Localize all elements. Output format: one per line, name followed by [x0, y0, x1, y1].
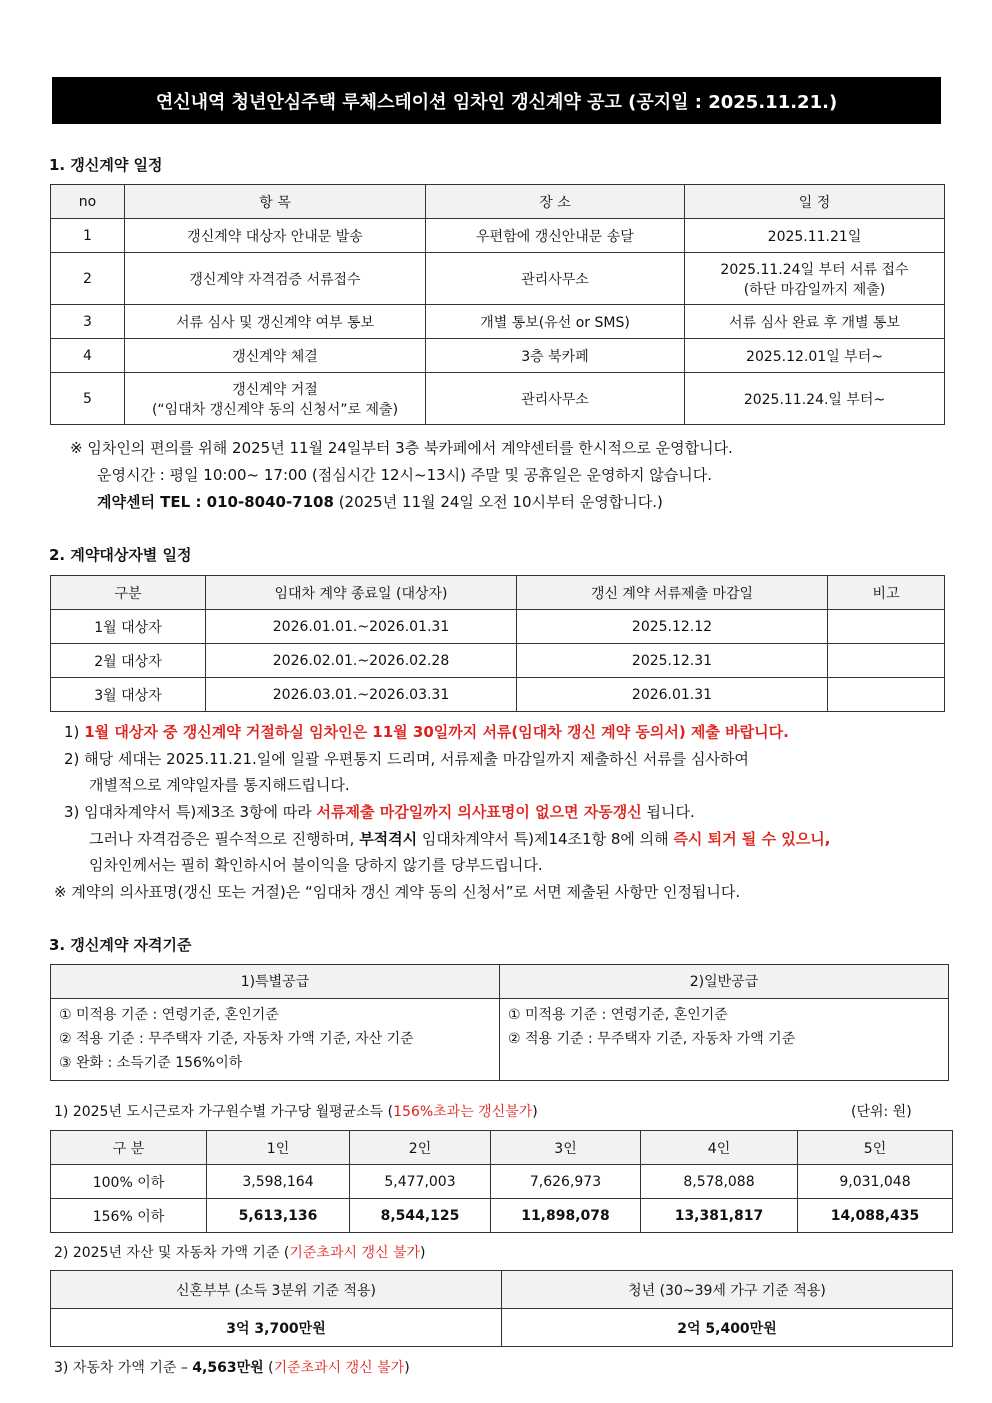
cell: 관리사무소 — [426, 253, 685, 305]
cell: 갱신계약 체결 — [125, 339, 426, 373]
cell-line: 2025.11.24일 부터 서류 접수 — [720, 261, 909, 278]
cell: 1월 대상자 — [51, 610, 206, 644]
cell: 14,088,435 — [798, 1199, 953, 1233]
note-bold: 부적격시 — [359, 830, 418, 848]
asset-table — [50, 1270, 953, 1347]
cell: 2026.01.01.~2026.01.31 — [206, 610, 517, 644]
car-caption — [54, 1357, 410, 1377]
asset-caption — [54, 1242, 425, 1262]
caption-text: ) — [532, 1104, 538, 1120]
table-row — [51, 339, 945, 373]
col-no: no — [51, 185, 125, 219]
note-text: 3) 임대차계약서 특)제3조 3항에 따라 — [64, 803, 317, 821]
note-line — [64, 721, 789, 742]
general-supply-criteria — [500, 999, 949, 1081]
col-remark: 비고 — [828, 576, 945, 610]
col-5p: 5인 — [798, 1131, 953, 1165]
caption-emphasis: 기준초과시 갱신 불가 — [289, 1245, 420, 1261]
table-row — [51, 678, 945, 712]
note-text: (2025년 11월 24일 오전 10시부터 운영합니다.) — [333, 493, 663, 511]
note-text: 그러나 자격검증은 필수적으로 진행하며, — [89, 830, 360, 848]
cell: 2025.11.21일 — [685, 219, 945, 253]
cell — [125, 373, 426, 425]
special-supply-header: 1)특별공급 — [51, 965, 500, 999]
cell: 1 — [51, 219, 125, 253]
cell: 100% 이하 — [51, 1165, 207, 1199]
cell: 5,477,003 — [350, 1165, 491, 1199]
table-row — [51, 1165, 953, 1199]
note-line — [97, 491, 663, 512]
target-table — [50, 575, 945, 712]
section3-heading: 3. 갱신계약 자격기준 — [49, 936, 192, 954]
note-line: 개별적으로 계약일자를 통지해드립니다. — [89, 776, 350, 794]
income-table — [50, 1130, 953, 1233]
note-text: 임대차계약서 특)제14조1항 8에 의해 — [417, 830, 674, 848]
col-newlywed: 신혼부부 (소득 3분위 기준 적용) — [51, 1271, 502, 1309]
col-4p: 4인 — [641, 1131, 798, 1165]
table-row — [51, 644, 945, 678]
col-place: 장 소 — [426, 185, 685, 219]
note-line: 운영시간 : 평일 10:00~ 17:00 (점심시간 12시~13시) 주말 및 공휴일은 운영하지 않습니다. — [97, 466, 712, 484]
caption-text: 2) 2025년 자산 및 자동차 가액 기준 ( — [54, 1245, 290, 1261]
note-line: ※ 임차인의 편의를 위해 2025년 11월 24일부터 3층 북카페에서 계약센터를 한시적으로 운영합니다. — [70, 439, 733, 457]
cell: 8,578,088 — [641, 1165, 798, 1199]
cell: 2 — [51, 253, 125, 305]
col-item: 항 목 — [125, 185, 426, 219]
cell — [828, 678, 945, 712]
caption-emphasis: 기준초과시 갱신 불가 — [273, 1360, 405, 1376]
caption-text: 1) 2025년 도시근로자 가구원수별 가구당 월평균소득 ( — [54, 1104, 394, 1120]
cell: 2025.11.24.일 부터~ — [685, 373, 945, 425]
cell: 서류 심사 및 갱신계약 여부 통보 — [125, 305, 426, 339]
caption-text: 3) 자동차 가액 기준 – — [54, 1360, 193, 1376]
col-type: 구분 — [51, 576, 206, 610]
note-line — [64, 801, 695, 822]
cell: 3 — [51, 305, 125, 339]
general-supply-header: 2)일반공급 — [500, 965, 949, 999]
cell: 관리사무소 — [426, 373, 685, 425]
table-row — [51, 610, 945, 644]
section2-heading: 2. 계약대상자별 일정 — [49, 546, 192, 564]
table-row — [51, 1199, 953, 1233]
cell — [685, 253, 945, 305]
page-title: 연신내역 청년안심주택 루체스테이션 임차인 갱신계약 공고 (공지일 : 2025.11.21.) — [52, 77, 941, 124]
cell-line: (하단 마감일까지 제출) — [743, 281, 886, 298]
criteria-item: ③ 완화 : 소득기준 156%이하 — [59, 1055, 243, 1071]
cell: 2억 5,400만원 — [502, 1309, 953, 1347]
cell: 2025.12.31 — [517, 644, 828, 678]
cell: 2025.12.12 — [517, 610, 828, 644]
cell: 4 — [51, 339, 125, 373]
cell: 3층 북카페 — [426, 339, 685, 373]
cell-line: 갱신계약 거절 — [232, 381, 318, 398]
cell: 서류 심사 완료 후 개별 통보 — [685, 305, 945, 339]
cell: 갱신계약 대상자 안내문 발송 — [125, 219, 426, 253]
cell: 2026.02.01.~2026.02.28 — [206, 644, 517, 678]
table-row — [51, 253, 945, 305]
unit-label: (단위: 원) — [851, 1104, 912, 1120]
section1-heading: 1. 갱신계약 일정 — [49, 156, 163, 174]
cell — [828, 610, 945, 644]
schedule-table — [50, 184, 945, 425]
cell: 8,544,125 — [350, 1199, 491, 1233]
qualification-table — [50, 964, 949, 1081]
cell: 3,598,164 — [207, 1165, 350, 1199]
caption-text: ) — [404, 1360, 410, 1376]
cell: 3월 대상자 — [51, 678, 206, 712]
note-text: 됩니다. — [641, 803, 695, 821]
cell: 2025.12.01일 부터~ — [685, 339, 945, 373]
cell: 11,898,078 — [491, 1199, 641, 1233]
cell: 우편함에 갱신안내문 송달 — [426, 219, 685, 253]
cell: 5 — [51, 373, 125, 425]
note-emphasis: 서류제출 마감일까지 의사표명이 없으면 자동갱신 — [316, 803, 642, 821]
cell-line: (“임대차 갱신계약 동의 신청서”로 제출) — [151, 401, 399, 418]
col-date: 일 정 — [685, 185, 945, 219]
col-deadline: 갱신 계약 서류제출 마감일 — [517, 576, 828, 610]
caption-emphasis: 156%초과는 갱신불가 — [393, 1104, 533, 1120]
table-row — [51, 219, 945, 253]
cell: 156% 이하 — [51, 1199, 207, 1233]
col-end-date: 임대차 계약 종료일 (대상자) — [206, 576, 517, 610]
criteria-item: ① 미적용 기준 : 연령기준, 혼인기준 — [508, 1007, 728, 1023]
col-youth: 청년 (30~39세 가구 기준 적용) — [502, 1271, 953, 1309]
income-caption — [54, 1101, 538, 1121]
cell: 개별 통보(유선 or SMS) — [426, 305, 685, 339]
table-row — [51, 305, 945, 339]
criteria-item: ① 미적용 기준 : 연령기준, 혼인기준 — [59, 1007, 279, 1023]
note-line: ※ 계약의 의사표명(갱신 또는 거절)은 “임대차 갱신 계약 동의 신청서”로 서면 제출된 사항만 인정됩니다. — [54, 883, 741, 901]
note-line: 임차인께서는 필히 확인하시어 불이익을 당하지 않기를 당부드립니다. — [89, 856, 543, 874]
col-1p: 1인 — [207, 1131, 350, 1165]
col-2p: 2인 — [350, 1131, 491, 1165]
col-3p: 3인 — [491, 1131, 641, 1165]
contact-phone: 계약센터 TEL : 010-8040-7108 — [97, 493, 334, 511]
cell: 5,613,136 — [207, 1199, 350, 1233]
cell: 2월 대상자 — [51, 644, 206, 678]
col-category: 구 분 — [51, 1131, 207, 1165]
note-number: 1) — [64, 723, 80, 741]
criteria-item: ② 적용 기준 : 무주택자 기준, 자동차 가액 기준, 자산 기준 — [59, 1031, 414, 1047]
note-emphasis: 1월 대상자 중 갱신계약 거절하실 임차인은 11월 30일까지 서류(임대차 갱신 계약 동의서) 제출 바랍니다. — [84, 723, 789, 741]
cell — [828, 644, 945, 678]
car-value: 4,563만원 — [192, 1360, 264, 1376]
cell: 9,031,048 — [798, 1165, 953, 1199]
cell: 갱신계약 자격검증 서류접수 — [125, 253, 426, 305]
cell: 2026.03.01.~2026.03.31 — [206, 678, 517, 712]
criteria-item: ② 적용 기준 : 무주택자 기준, 자동차 가액 기준 — [508, 1031, 796, 1047]
special-supply-criteria — [51, 999, 500, 1081]
note-emphasis: 즉시 퇴거 될 수 있으니, — [673, 830, 831, 848]
table-row — [51, 373, 945, 425]
cell: 2026.01.31 — [517, 678, 828, 712]
cell: 13,381,817 — [641, 1199, 798, 1233]
caption-text: ) — [420, 1245, 426, 1261]
caption-text: ( — [263, 1360, 274, 1376]
cell: 3억 3,700만원 — [51, 1309, 502, 1347]
note-line: 2) 해당 세대는 2025.11.21.일에 일괄 우편통지 드리며, 서류제출 마감일까지 제출하신 서류를 심사하여 — [64, 750, 749, 768]
cell: 7,626,973 — [491, 1165, 641, 1199]
note-line — [89, 828, 830, 849]
table-row — [51, 1309, 953, 1347]
